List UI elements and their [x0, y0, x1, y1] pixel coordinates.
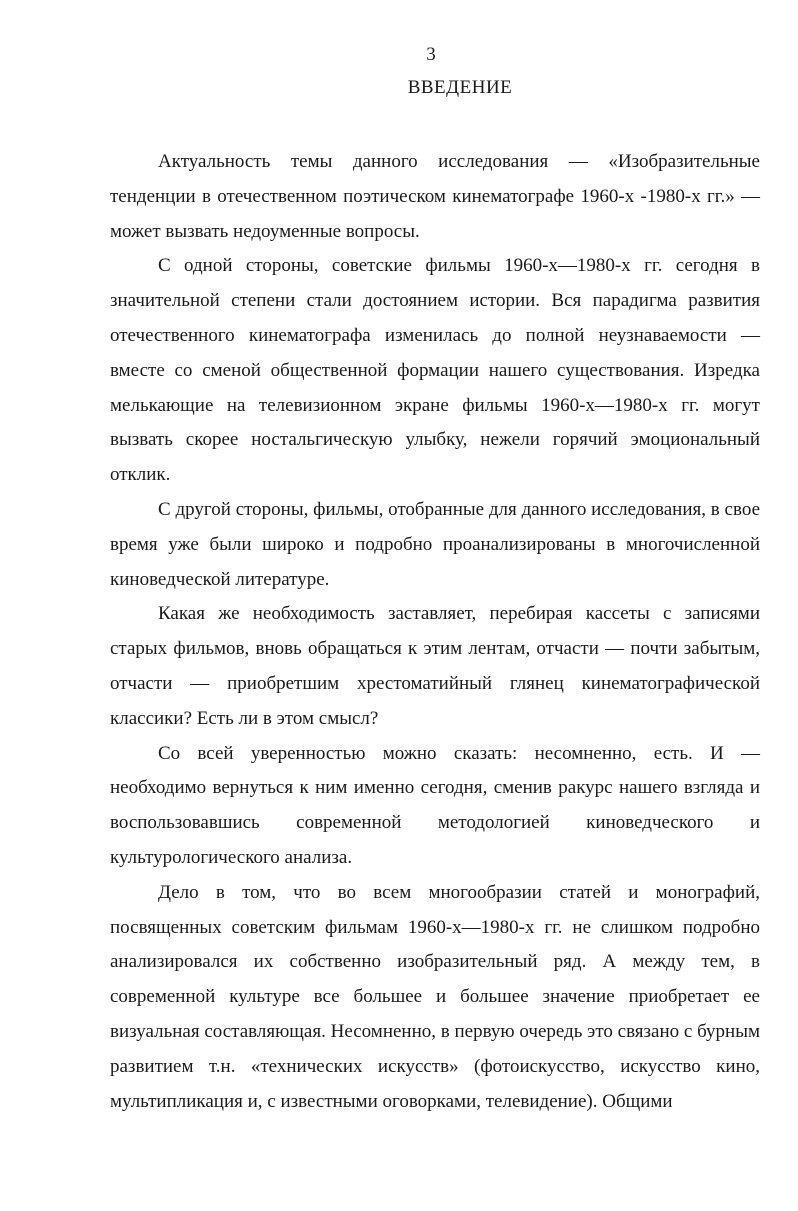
paragraph: Актуальность темы данного исследования — «Изобразительные тенденции в отечественном поэтическом кинематографе 1960-х -1980-х гг.» — может вызвать недоуменные вопросы. [110, 151, 760, 242]
paragraph: С другой стороны, фильмы, отобранные для данного исследования, в свое время уже были широко и подробно проанализированы в многочисленной киноведческой литературе. [110, 498, 760, 590]
body-text [110, 145, 760, 1119]
paragraph: Дело в том, что во всем многообразии статей и монографий, посвященных советским фильмам 1960-х—1980-х гг. не слишком подробно анализировался их собственно изобразительный ряд. А между тем, в современной культуре все большее и большее значение приобретает ее визуальная составляющая. Несомненно, в первую очередь это связано с бурным развитием т.н. «технических искусств» (фотоискусство, искусство кино, мультипликация и, с известными оговорками, телевидение). Общими [110, 881, 760, 1112]
paragraph: Какая же необходимость заставляет, перебирая кассеты с записями старых фильмов, вновь обращаться к этим лентам, отчасти — почти забытым, отчасти — приобретшим хрестоматийный глянец кинематографической классики? Есть ли в этом смысл? [110, 603, 760, 729]
paragraph: С одной стороны, советские фильмы 1960-х—1980-х гг. сегодня в значительной степени стали достоянием истории. Вся парадигма развития отечественного кинематографа изменилась до полной неузнаваемости — вместе со сменой общественной формации нашего существования. Изредка мелькающие на телевизионном экране фильмы 1960-х—1980-х гг. могут вызвать скорее ностальгическую улыбку, нежели горячий эмоциональный отклик. [110, 255, 760, 486]
paragraph: Со всей уверенностью можно сказать: несомненно, есть. И — необходимо вернуться к ним именно сегодня, сменив ракурс нашего взгляда и воспользовавшись современной методологией киноведческого и культурологического анализа. [110, 742, 760, 868]
section-heading: ВВЕДЕНИЕ [407, 77, 513, 98]
page-number: 3 [426, 44, 436, 65]
